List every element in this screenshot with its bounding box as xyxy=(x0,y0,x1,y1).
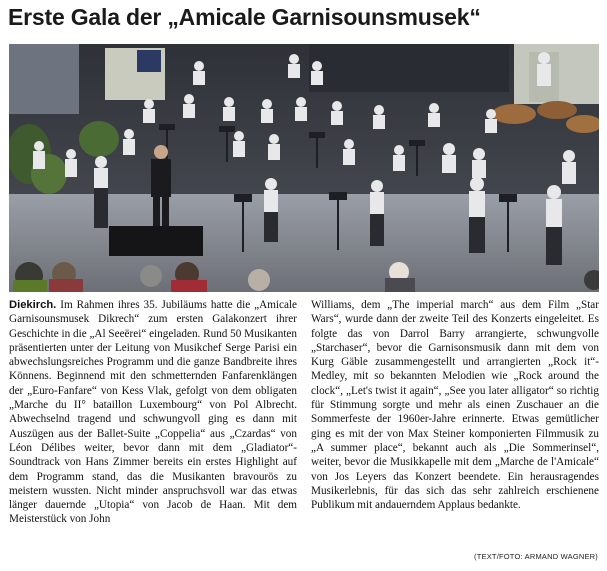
headline: Erste Gala der „Amicale Garnisounsmusek“ xyxy=(8,4,481,30)
article-text-part-1: Im Rahmen ihres 35. Jubiläums hatte die „Amicale Garnisounsmusek Dikrech“ zum ersten Galakonzert ihrer Geschichte in die „Al Seeërei“ eingeladen. Rund 50 Musikanten präsentierten unter der Leitung von Musikchef Serge Parisi ein abwechslungsreiches Programm und die ganze Bandbreite ihres Könnens. Beginnend mit den schmetternden Fanfarenklängen der „Euro-Fanfare“ von Kess Vlak, gefolgt von dem obligaten „Marche du II° bataillon Luxembourg“ von Pol Albrecht. Abwechselnd tragend und schwungvoll ging es dann mit Auszügen aus der Ballet-Suite „Coppelia“ aus „Czardas“ von Léon Délibes weiter, bevor dann mit dem „Gladiator“-Soundtrack von Hans Zimmer bereits ein erstes Highlight auf dem Programm stand, das die Musikanten bravourös zu meistern wussten. Nicht minder anspruchsvoll war das etwas länger dauernde „Utopia“ von Jacob de Haan. Mit dem Meisterstück von John xyxy=(9,299,297,526)
article-column-2 xyxy=(311,298,599,546)
article-body xyxy=(9,298,599,546)
concert-photo xyxy=(9,44,599,292)
orchestra-photo-illustration xyxy=(9,44,599,292)
dateline: Diekirch. xyxy=(9,299,57,311)
photo-text-credit: (TEXT/FOTO: ARMAND WAGNER) xyxy=(474,552,598,561)
article-text-part-2: Williams, dem „The imperial march“ aus dem Film „Star Wars“, wurde dann der zweite Teil des Konzerts eingeleitet. Es folgte das von Darrol Barry arrangierte, schwungvolle „Starchaser“, bevor die Garnisonsmusik dann mit dem von Kurg Gäble zusammengestellt und arrangierten „Rock it“-Medley, mit so bekannten Melodien wie „Rock around the clock“, „Let's twist it again“, „See you later alligator“ so richtig für Stimmung sorgte und mehr als einen Zuschauer an die Sommerfeste der 1960er-Jahre erinnerte. Etwas gemütlicher ging es mit der von Max Steiner komponierten Filmmusik zu „A summer place“, bekannt auch als „Die Sommerinsel“, weiter, bevor die Musikkapelle mit dem „Marche de l'Amicale“ von Jos Leyers das Konzert beendete. Ein herausragendes Musikerlebnis, für das sich das sehr zahlreich erschienene Publikum mit andauerndem Applaus bedankte. xyxy=(311,299,599,512)
article-column-1 xyxy=(9,298,297,546)
